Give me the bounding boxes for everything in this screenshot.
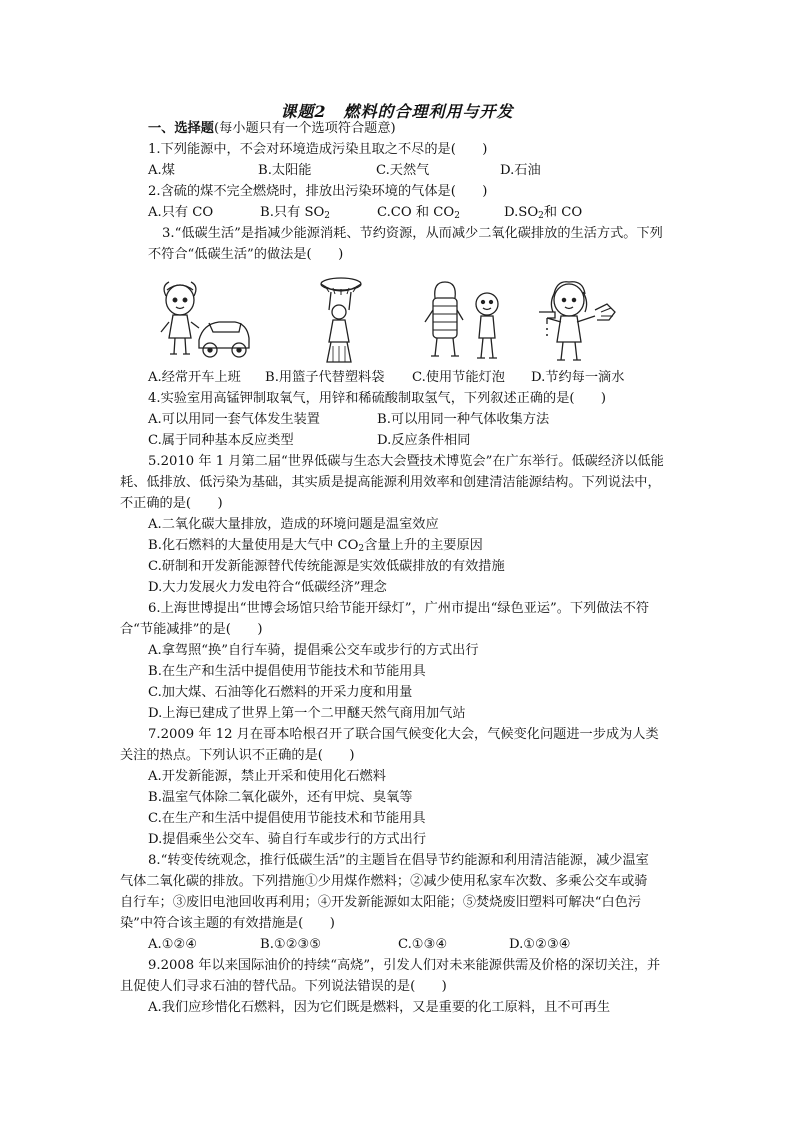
q7-option-c: C.在生产和生活中提倡使用节能技术和节能用具 xyxy=(148,811,426,826)
question-4-stem: 4.实验室用高锰钾制取氧气，用锌和稀硫酸制取氢气，下列叙述正确的是( ) xyxy=(148,391,607,406)
q2-option-b-text: B.只有 SO xyxy=(260,205,325,220)
page-title: 课题2 燃料的合理利用与开发 xyxy=(280,102,514,121)
question-5-line-3: 不正确的是( ) xyxy=(120,496,223,511)
q2-option-a: A.只有 CO xyxy=(148,205,214,220)
q5-option-b-subscript: 2 xyxy=(358,544,365,554)
q4-option-a: A.可以用同一套气体发生装置 xyxy=(148,412,320,427)
q8-option-a: A.①②④ xyxy=(148,937,198,952)
question-9-line-1: 9.2008 年以来国际油价的持续“高烧”，引发人们对未来能源供需及价格的深切关注，并 xyxy=(148,958,661,973)
q2-option-d xyxy=(504,203,582,223)
q2-option-d-subscript: 2 xyxy=(538,211,544,221)
q2-option-c-text: C.CO 和 CO xyxy=(377,205,455,220)
section-label: 一、选择题 xyxy=(148,121,214,136)
question-3-stem-line-2: 不符合“低碳生活”的做法是( ) xyxy=(148,247,344,262)
girl-saving-water-illustration xyxy=(535,276,625,368)
q9-option-a: A.我们应珍惜化石燃料，因为它们既是燃料，又是重要的化工原料，且不可再生 xyxy=(148,1000,611,1015)
q3-option-c: C.使用节能灯泡 xyxy=(412,370,505,385)
q2-option-b-subscript: 2 xyxy=(324,211,331,221)
q1-option-d: D.石油 xyxy=(500,163,541,178)
girl-driving-car-illustration xyxy=(155,276,255,368)
question-8-options xyxy=(148,935,608,955)
q1-option-c: C.天然气 xyxy=(376,163,430,178)
q5-option-a: A.二氧化碳大量排放，造成的环境问题是温室效应 xyxy=(148,517,439,532)
q8-option-d: D.①②③④ xyxy=(509,937,571,952)
q4-option-d: D.反应条件相同 xyxy=(377,433,471,448)
q6-option-c: C.加大煤、石油等化石燃料的开采力度和用量 xyxy=(148,685,413,700)
q6-option-a: A.拿驾照“换”自行车骑，提倡乘公交车或步行的方式出行 xyxy=(148,643,479,658)
q5-option-b-tail: 含量上升的主要原因 xyxy=(364,538,483,553)
question-9-line-2: 且促使人们寻求石油的替代品。下列说法错误的是( ) xyxy=(120,979,447,994)
q2-option-d-text: D.SO xyxy=(504,205,539,220)
q5-option-b-text: B.化石燃料的大量使用是大气中 CO xyxy=(148,538,359,553)
question-2-options xyxy=(148,203,598,223)
q2-option-b xyxy=(260,203,330,223)
q2-option-c-subscript: 2 xyxy=(454,211,460,221)
q4-option-b: B.可以用同一种气体收集方法 xyxy=(377,412,550,427)
section-note: (每小题只有一个选项符合题意) xyxy=(213,121,396,136)
q7-option-a: A.开发新能源，禁止开采和使用化石燃料 xyxy=(148,769,386,784)
question-4-options-row-1 xyxy=(148,410,648,430)
q8-option-b: B.①②③⑤ xyxy=(260,937,322,952)
person-with-basket-illustration xyxy=(305,276,375,368)
q2-option-d-tail: 和 CO xyxy=(543,205,583,220)
question-5-line-2: 耗、低排放、低污染为基础，其实质是提高能源利用效率和创建清洁能源结构。下列说法中， xyxy=(120,475,661,490)
energy-saving-bulb-illustration xyxy=(423,276,513,368)
question-3-options xyxy=(148,368,648,388)
question-6-line-2: 合“节能减排”的是( ) xyxy=(120,622,263,637)
q3-option-b: B.用篮子代替塑料袋 xyxy=(265,370,385,385)
q3-option-a: A.经常开车上班 xyxy=(148,370,241,385)
q7-option-b: B.温室气体除二氧化碳外，还有甲烷、臭氧等 xyxy=(148,790,413,805)
question-7-line-1: 7.2009 年 12 月在哥本哈根召开了联合国气候变化大会，气候变化问题进一步成为人类 xyxy=(148,727,659,742)
q1-option-a: A.煤 xyxy=(148,163,175,178)
q8-option-c: C.①③④ xyxy=(398,937,448,952)
q5-option-b xyxy=(148,536,483,556)
question-6-line-1: 6.上海世博提出“世博会场馆只给节能开绿灯”，广州市提出“绿色亚运”。下列做法不符 xyxy=(148,601,650,616)
q1-option-b: B.太阳能 xyxy=(258,163,312,178)
question-2-stem: 2.含硫的煤不完全燃烧时，排放出污染环境的气体是( ) xyxy=(148,184,488,199)
question-8-line-3: 自行车；③废旧电池回收再利用；④开发新能源如太阳能；⑤焚烧废旧塑料可解决“白色污 xyxy=(120,895,642,910)
q4-option-c: C.属于同种基本反应类型 xyxy=(148,433,294,448)
q6-option-b: B.在生产和生活中提倡使用节能技术和节能用具 xyxy=(148,664,426,679)
section-heading xyxy=(148,119,396,139)
q5-option-d: D.大力发展火力发电符合“低碳经济”理念 xyxy=(148,580,387,595)
question-8-line-1: 8.“转变传统观念，推行低碳生活”的主题旨在倡导节约能源和利用清洁能源，减少温室 xyxy=(148,853,649,868)
question-1-stem: 1.下列能源中，不会对环境造成污染且取之不尽的是( ) xyxy=(148,142,488,157)
question-8-line-4: 染”中符合该主题的有效措施是( ) xyxy=(120,916,335,931)
q7-option-d: D.提倡乘坐公交车、骑自行车或步行的方式出行 xyxy=(148,832,427,847)
q6-option-d: D.上海已建成了世界上第一个二甲醚天然气商用加气站 xyxy=(148,706,466,721)
question-4-options-row-2 xyxy=(148,431,648,451)
question-1-options xyxy=(148,161,568,181)
q5-option-c: C.研制和开发新能源替代传统能源是实效低碳排放的有效措施 xyxy=(148,559,505,574)
question-3-stem-line-1: 3.“低碳生活”是指减少能源消耗、节约资源，从而减少二氧化碳排放的生活方式。下列 xyxy=(162,226,663,241)
q3-option-d: D.节约每一滴水 xyxy=(531,370,625,385)
question-8-line-2: 气体二氧化碳的排放。下列措施①少用煤作燃料；②减少使用私家车次数、多乘公交车或骑 xyxy=(120,874,648,889)
question-3-illustrations xyxy=(155,276,625,371)
question-7-line-2: 关注的热点。下列认识不正确的是( ) xyxy=(120,748,355,763)
q2-option-c xyxy=(377,203,460,223)
question-5-line-1: 5.2010 年 1 月第二届“世界低碳与生态大会暨技术博览会”在广东举行。低碳经济以低能 xyxy=(148,454,664,469)
